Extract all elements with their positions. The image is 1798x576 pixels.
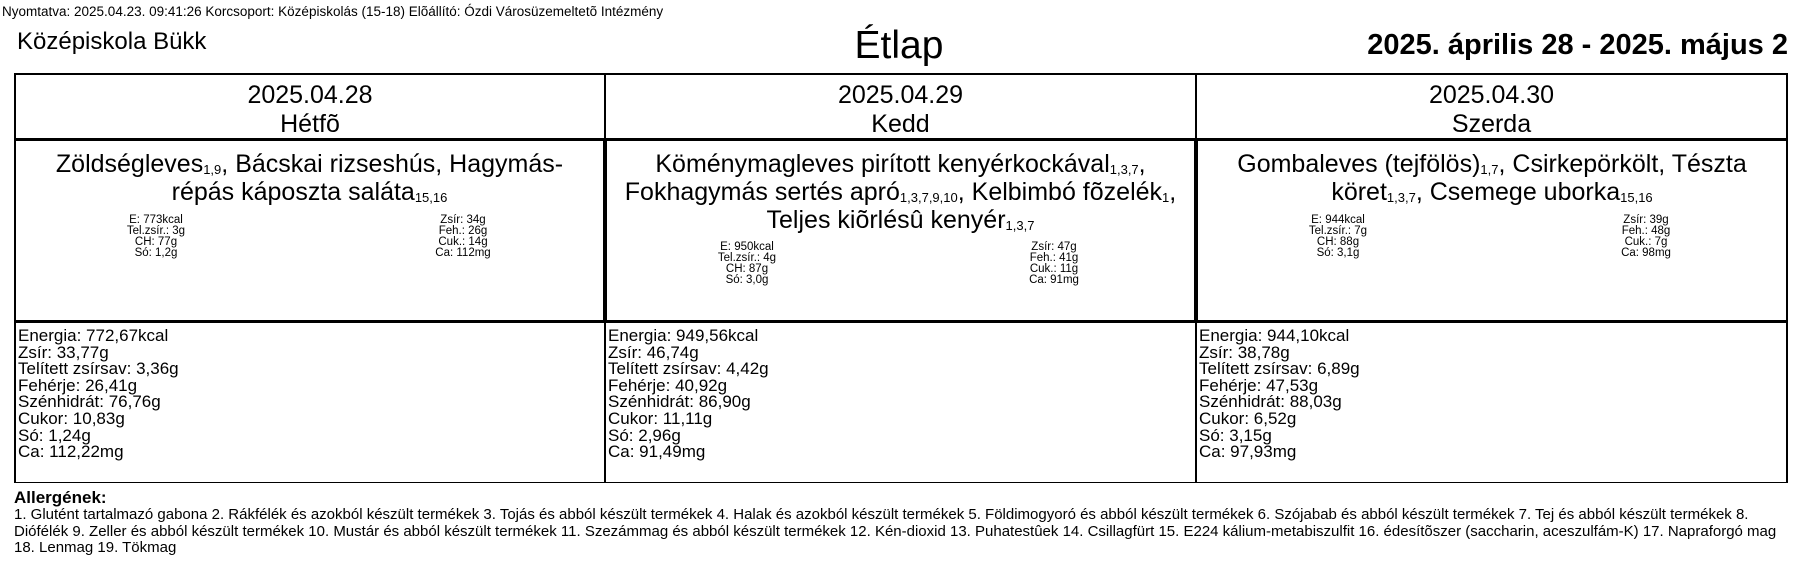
dish-separator: , xyxy=(221,150,236,178)
dish-name: Csirkepörkölt xyxy=(1512,150,1659,178)
day-header xyxy=(1196,73,1788,139)
day-column-tuesday xyxy=(605,73,1196,483)
nutrition-row: Ca: 97,93mg xyxy=(1199,442,1297,462)
dish-allergen-codes: 1,9 xyxy=(203,162,222,177)
summary-value: CH: 77g xyxy=(134,236,178,248)
day-weekday: Hétfõ xyxy=(280,110,340,138)
nutrition-row: Energia: 772,67kcal xyxy=(18,326,169,345)
nutrition-row: Telített zsírsav: 4,42g xyxy=(608,359,769,379)
nutrition-row: Fehérje: 26,41g xyxy=(18,375,138,395)
summary-value: Tel.zsír.: 7g xyxy=(1308,225,1368,237)
day-header xyxy=(14,73,605,139)
nutrition-row: Fehérje: 40,92g xyxy=(608,375,728,395)
nutrition-row: Szénhidrát: 86,90g xyxy=(608,392,751,412)
summary-value: CH: 88g xyxy=(1316,236,1360,248)
day-date: 2025.04.28 xyxy=(247,81,373,109)
page-title: Étlap xyxy=(854,24,944,67)
summary-value: Zsír: 34g xyxy=(440,214,486,226)
summary-value: Feh.: 41g xyxy=(1029,252,1079,264)
dish-line xyxy=(607,141,1194,234)
dish-separator: , xyxy=(1658,150,1672,178)
day-weekday: Kedd xyxy=(871,110,930,138)
summary-value: Cuk.: 7g xyxy=(1624,236,1668,248)
dish-allergen-codes: 1 xyxy=(1162,190,1170,205)
day-column-monday xyxy=(14,73,605,483)
menu-grid xyxy=(14,73,1788,483)
dish-separator: , xyxy=(1169,178,1177,206)
nutrition-row: Só: 1,24g xyxy=(18,425,91,445)
summary-value: Cuk.: 11g xyxy=(1029,263,1079,275)
nutrition-row: Szénhidrát: 88,03g xyxy=(1199,392,1342,412)
summary-value: Feh.: 48g xyxy=(1621,225,1671,237)
dish-name: Hagymás-répás káposzta saláta xyxy=(171,150,564,206)
nutrition-row: Cukor: 11,11g xyxy=(608,408,713,428)
school-name: Középiskola Bükk xyxy=(17,28,207,55)
nutrition-row: Szénhidrát: 76,76g xyxy=(18,392,161,412)
dish-name: Bácskai rizseshús xyxy=(235,150,436,178)
summary-value: Só: 3,1g xyxy=(1316,247,1360,259)
dish-allergen-codes: 15,16 xyxy=(414,190,448,205)
dish-allergen-codes: 1,7 xyxy=(1480,162,1499,177)
summary-value: Zsír: 47g xyxy=(1031,241,1077,253)
day-weekday: Szerda xyxy=(1451,110,1532,138)
summary-value: CH: 87g xyxy=(725,263,769,275)
nutrition-details xyxy=(1196,322,1788,483)
day-column-wednesday xyxy=(1196,73,1788,483)
dish-line xyxy=(1198,141,1786,206)
dish-separator: , xyxy=(957,178,972,206)
nutrition-details xyxy=(14,322,605,483)
summary-value: E: 773kcal xyxy=(129,214,183,226)
meal-box xyxy=(1196,139,1788,322)
summary-value: Ca: 91mg xyxy=(1029,274,1079,286)
nutrition-row: Só: 3,15g xyxy=(1199,425,1272,445)
dish-name: Csemege uborka xyxy=(1429,178,1621,206)
dish-allergen-codes: 1,3,7 xyxy=(1005,218,1035,233)
summary-value: Só: 1,2g xyxy=(134,247,178,259)
dish-name: Teljes kiõrlésû kenyér xyxy=(766,206,1006,234)
dish-name: Kelbimbó fõzelék xyxy=(971,178,1163,206)
dish-name: Zöldségleves xyxy=(55,150,204,178)
dish-allergen-codes: 15,16 xyxy=(1620,190,1653,205)
nutrition-row: Zsír: 46,74g xyxy=(608,342,699,362)
nutrition-row: Cukor: 6,52g xyxy=(1199,408,1297,428)
allergen-title: Allergének: xyxy=(14,488,107,507)
nutrition-row: Energia: 949,56kcal xyxy=(608,326,759,345)
nutrition-row: Zsír: 33,77g xyxy=(18,342,109,362)
dish-name: Tészta köret xyxy=(1331,150,1747,206)
dish-separator: , xyxy=(435,150,450,178)
dish-separator: , xyxy=(1138,150,1146,178)
summary-value: Tel.zsír.: 4g xyxy=(717,252,777,264)
summary-value: E: 950kcal xyxy=(720,241,774,253)
allergen-list: 1. Glutént tartalmazó gabona 2. Rákfélék és azokból készült termékek 3. Tojás és abból készült termékek 4. Halak és azokból készült termékek 5. Földimogyoró és abból készült termékek 6. Szójabab és abból készült termékek 7. Tej és abból készült termékek 8. Diófélék 9. Zeller és abból készült termékek 10. Mustár és abból készült termékek 11. Szezámmag és abból készült termékek 12. Kén-dioxid 13. Puhatestûek 14. Csillagfürt 15. E224 kálium-metabiszulfit 16. édesítõszer (saccharin, aceszulfám-K) 17. Napraforgó mag 18. Lenmag 19. Tökmag xyxy=(14,506,1777,556)
summary-value: Ca: 98mg xyxy=(1621,247,1671,259)
summary-value: Zsír: 39g xyxy=(1623,214,1669,226)
dish-name: Gombaleves (tejfölös) xyxy=(1237,150,1481,178)
summary-value: Cuk.: 14g xyxy=(438,236,488,248)
dish-name: Köménymagleves pirított kenyérkockával xyxy=(655,150,1110,178)
nutrition-row: Ca: 91,49mg xyxy=(608,442,706,462)
summary-value: Só: 3,0g xyxy=(725,274,769,286)
nutrition-row: Cukor: 10,83g xyxy=(18,408,125,428)
print-info: Nyomtatva: 2025.04.23. 09:41:26 Korcsoport: Középiskolás (15-18) Elõállító: Ózdi Városüzemeltetõ Intézmény xyxy=(2,4,664,19)
nutrition-row: Telített zsírsav: 3,36g xyxy=(18,359,179,379)
dish-allergen-codes: 1,3,7 xyxy=(1109,162,1139,177)
meal-box xyxy=(605,139,1196,322)
day-date: 2025.04.30 xyxy=(1428,81,1555,109)
day-header xyxy=(605,73,1196,139)
meal-box xyxy=(14,139,605,322)
summary-value: Tel.zsír.: 3g xyxy=(126,225,186,237)
nutrition-row: Telített zsírsav: 6,89g xyxy=(1199,359,1360,379)
dish-separator: , xyxy=(1498,150,1513,178)
nutrition-row: Fehérje: 47,53g xyxy=(1199,375,1319,395)
dish-line xyxy=(16,141,603,206)
dish-name: Fokhagymás sertés apró xyxy=(624,178,900,206)
summary-value: Feh.: 26g xyxy=(438,225,488,237)
allergen-legend xyxy=(14,488,1784,557)
dish-separator: , xyxy=(1415,178,1430,206)
nutrition-row: Zsír: 38,78g xyxy=(1199,342,1290,362)
day-date: 2025.04.29 xyxy=(837,81,964,109)
dish-allergen-codes: 1,3,7 xyxy=(1386,190,1416,205)
dish-allergen-codes: 1,3,7,9,10 xyxy=(899,190,958,205)
summary-value: E: 944kcal xyxy=(1311,214,1365,226)
nutrition-row: Ca: 112,22mg xyxy=(18,442,124,462)
summary-value: Ca: 112mg xyxy=(435,247,491,259)
nutrition-details xyxy=(605,322,1196,483)
nutrition-row: Energia: 944,10kcal xyxy=(1199,326,1350,345)
date-range: 2025. április 28 - 2025. május 2 xyxy=(1367,29,1788,61)
nutrition-row: Só: 2,96g xyxy=(608,425,681,445)
